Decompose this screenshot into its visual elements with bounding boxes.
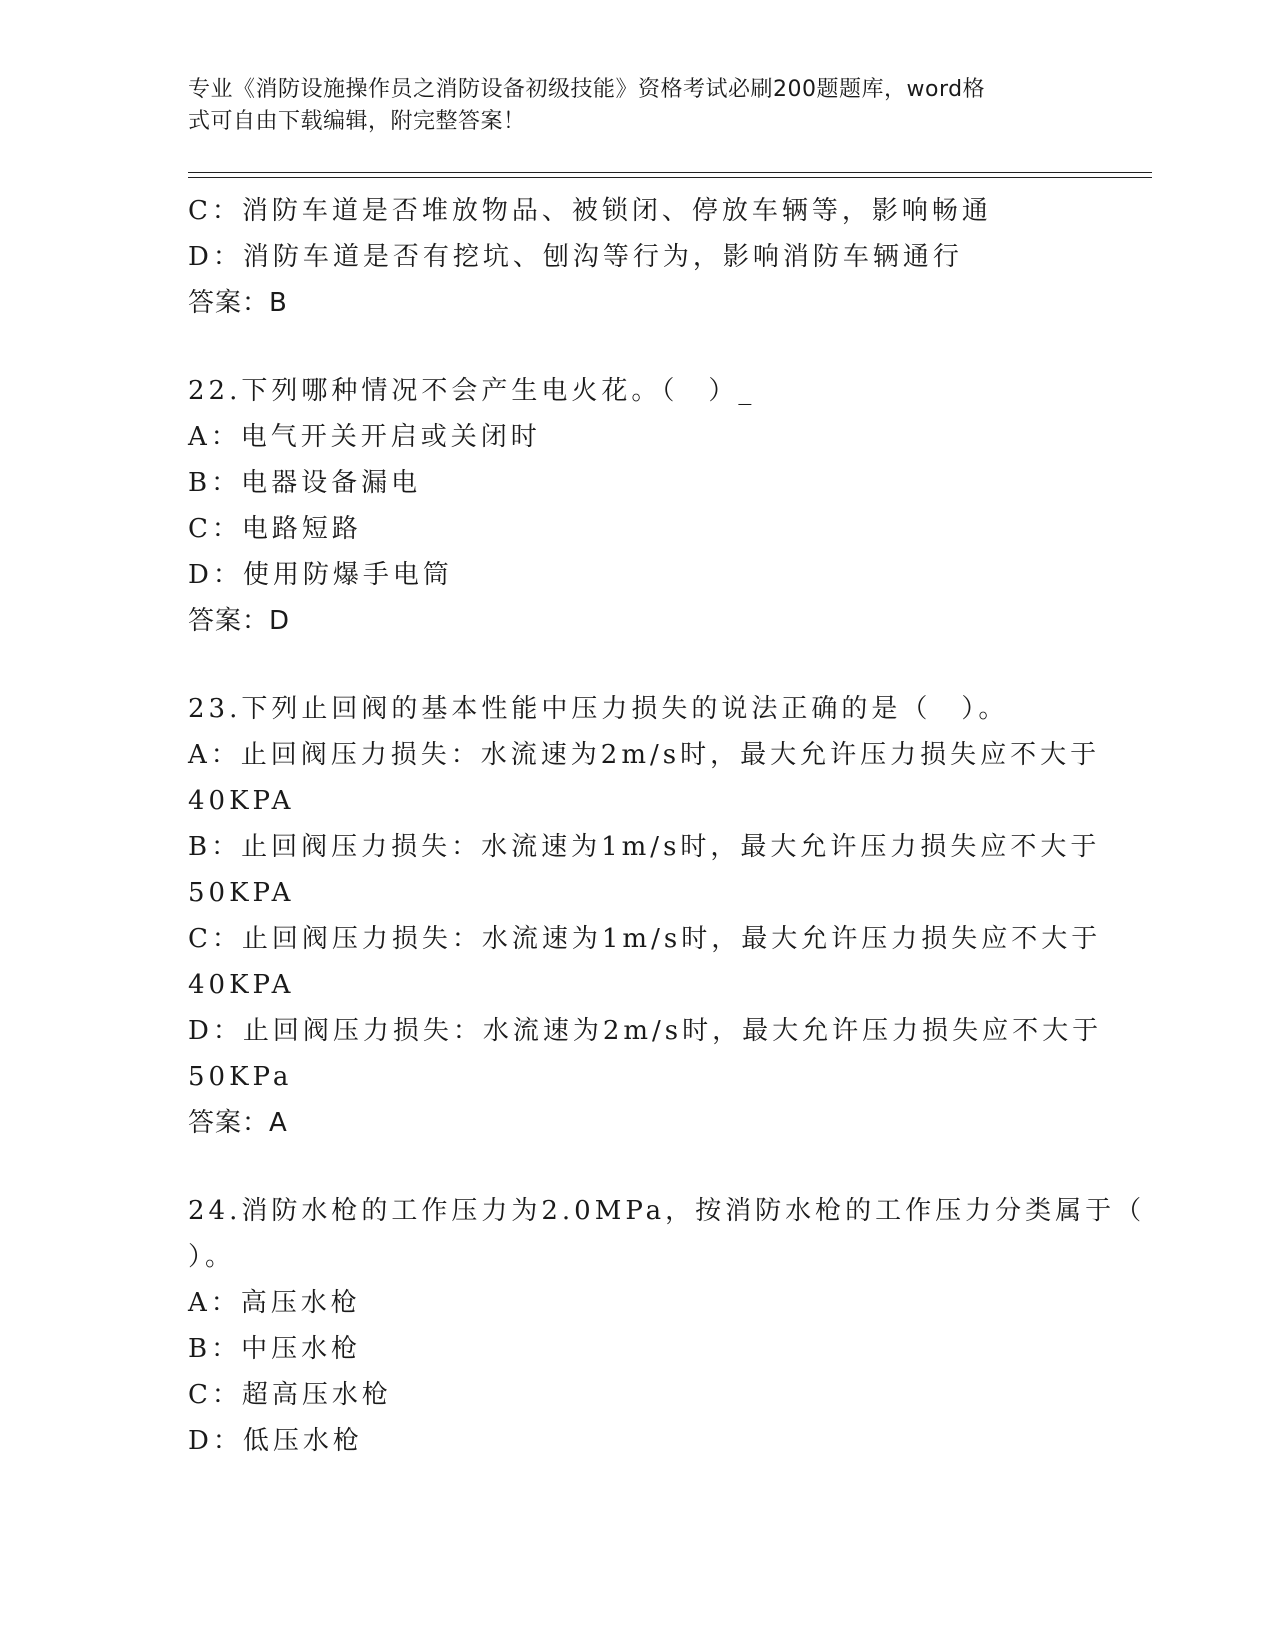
option-d-continued: 50KPa <box>188 1062 293 1092</box>
header-rule-top <box>188 172 1152 173</box>
option-b: B：止回阀压力损失：水流速为1m/s时，最大允许压力损失应不大于 <box>188 832 1101 862</box>
option-b: B：中压水枪 <box>188 1334 362 1364</box>
question-22 <box>188 368 1088 644</box>
option-c-continued: 40KPA <box>188 970 295 1000</box>
option-a: A：高压水枪 <box>188 1288 361 1318</box>
option-a-continued: 40KPA <box>188 786 295 816</box>
header-line-1: 专业《消防设施操作员之消防设备初级技能》资格考试必刷200题题库，word格 <box>188 77 986 102</box>
question-stem: 22.下列哪种情况不会产生电火花。（ ）_ <box>188 376 756 406</box>
question-stem: 23.下列止回阀的基本性能中压力损失的说法正确的是（ ）。 <box>188 694 1009 724</box>
answer: 答案：B <box>188 288 288 318</box>
question-23 <box>188 686 1103 1146</box>
question-stem-continued: ）。 <box>188 1242 236 1272</box>
option-c: C：消防车道是否堆放物品、被锁闭、停放车辆等，影响畅通 <box>188 196 992 226</box>
option-d: D：低压水枪 <box>188 1426 363 1456</box>
header-rule-bottom <box>188 177 1152 178</box>
question-stem: 24.消防水枪的工作压力为2.0MPa，按消防水枪的工作压力分类属于（ <box>188 1196 1146 1226</box>
option-c: C：超高压水枪 <box>188 1380 392 1410</box>
document-header <box>188 74 1068 138</box>
question-21-tail <box>188 188 1088 326</box>
question-24 <box>188 1188 1146 1464</box>
option-d: D：消防车道是否有挖坑、刨沟等行为，影响消防车辆通行 <box>188 242 963 272</box>
option-b: B：电器设备漏电 <box>188 468 422 498</box>
option-b-continued: 50KPA <box>188 878 295 908</box>
header-line-2: 式可自由下载编辑，附完整答案！ <box>188 109 526 134</box>
option-a: A：止回阀压力损失：水流速为2m/s时，最大允许压力损失应不大于 <box>188 740 1101 770</box>
answer: 答案：D <box>188 606 291 636</box>
option-d: D：止回阀压力损失：水流速为2m/s时，最大允许压力损失应不大于 <box>188 1016 1103 1046</box>
option-d: D：使用防爆手电筒 <box>188 560 453 590</box>
answer: 答案：A <box>188 1108 288 1138</box>
option-c: C：电路短路 <box>188 514 362 544</box>
option-a: A：电气开关开启或关闭时 <box>188 422 541 452</box>
question-list <box>188 188 1146 1464</box>
option-c: C：止回阀压力损失：水流速为1m/s时，最大允许压力损失应不大于 <box>188 924 1102 954</box>
